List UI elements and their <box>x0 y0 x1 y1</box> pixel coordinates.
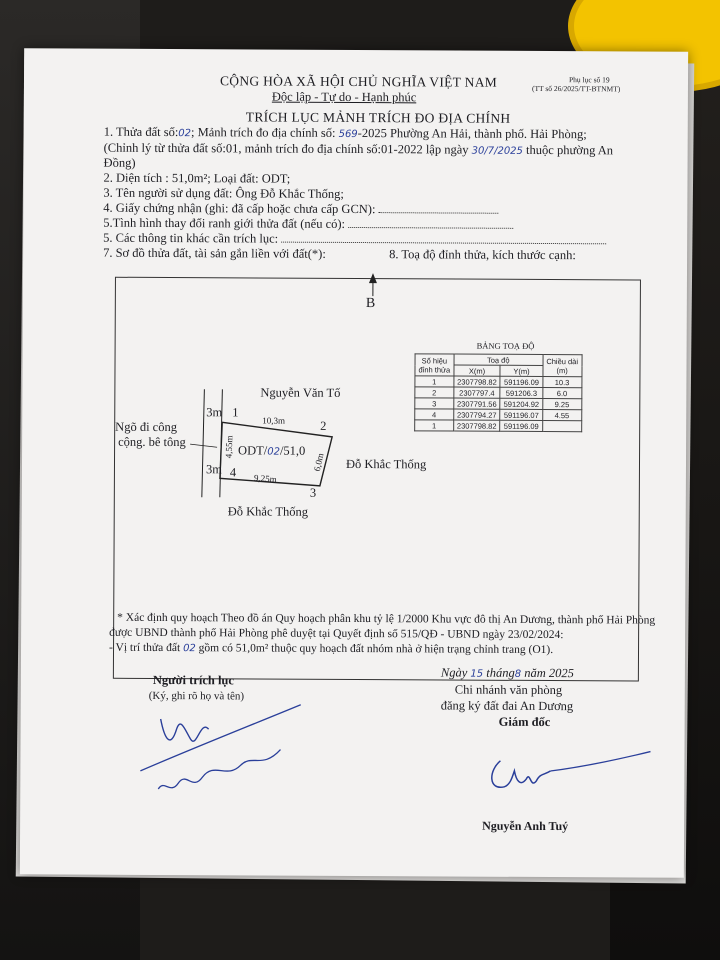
right-signature <box>480 741 660 802</box>
line-6: 5. Các thông tin khác cần trích lục: <box>103 231 606 249</box>
line-5: 5.Tình hình thay đổi ranh giới thửa đất (nếu có): <box>103 216 513 233</box>
document-title: TRÍCH LỤC MẢNH TRÍCH ĐO ĐỊA CHÍNH <box>245 109 511 126</box>
edge-top-length: 10,3m <box>262 415 286 426</box>
coord-header-point: Số hiệu đỉnh thửa <box>415 354 454 376</box>
north-label: B <box>365 296 376 312</box>
country-heading: CỘNG HÒA XÃ HỘI CHỦ NGHĨA VIỆT NAM <box>219 73 498 90</box>
coord-header-x: X(m) <box>454 365 501 376</box>
line-1c: Đồng) <box>103 155 136 170</box>
alley-line-left <box>202 389 205 497</box>
coord-header-y: Y(m) <box>500 365 543 376</box>
alley-label-2: cộng. bê tông <box>118 434 186 450</box>
vertex-3: 3 <box>309 485 317 500</box>
date-made-handwritten: 30/7/2025 <box>471 145 523 157</box>
parcel-label: ODT/02/51,0 <box>238 443 306 458</box>
table-row: 1 2307798.82 591196.09 10.3 <box>415 376 582 388</box>
line-1: 1. Thửa đất số:02; Mảnh trích đo địa chính số: 569-2025 Phường An Hải, thành phố. Hải Phòng; <box>103 124 587 142</box>
signer-name: Nguyễn Anh Tuý <box>482 818 569 834</box>
motto: Độc lập - Tự do - Hạnh phúc <box>271 89 417 105</box>
table-row: 1 2307798.82 591196.09 <box>415 420 582 432</box>
note-1: * Xác định quy hoạch Theo đồ án Quy hoạch phân khu tỷ lệ 1/2000 Khu vực đô thị An Dương, thành phố Hải Phòng <box>117 611 656 627</box>
office-line-1: Chi nhánh văn phòng <box>454 682 563 698</box>
width-top: 3m <box>206 405 223 420</box>
table-row: 3 2307791.56 591204.92 9.25 <box>415 398 582 410</box>
left-signature-handwriting <box>130 699 321 810</box>
neighbor-right: Đỗ Khắc Thống <box>345 456 427 472</box>
left-signer-sub: (Ký, ghi rõ họ và tên) <box>148 689 245 703</box>
alley-label-1: Ngõ đi công <box>115 419 178 435</box>
sheet-no-handwritten: 569 <box>338 128 358 141</box>
north-arrow-head <box>369 273 377 283</box>
parcel-diagram <box>21 48 688 691</box>
appendix-ref: (TT số 26/2025/TT-BTNMT) <box>531 83 621 94</box>
edge-bottom-length: 9,25m <box>253 472 278 485</box>
coord-header-length: Chiều dài (m) <box>543 354 582 376</box>
note-2: được UBND thành phố Hải Phòng phê duyệt tại Quyết định số 515/QĐ - UBND ngày 23/02/2024: <box>109 626 564 642</box>
road-name: Nguyễn Văn Tố <box>260 385 341 400</box>
document-page <box>20 48 688 877</box>
vertex-1: 1 <box>232 405 239 420</box>
vertex-2: 2 <box>320 418 327 433</box>
coord-header-coord: Toạ độ <box>454 354 543 365</box>
vertex-4: 4 <box>229 465 237 480</box>
neighbor-bottom: Đỗ Khắc Thống <box>227 504 309 519</box>
note-3: - Vị trí thửa đất 02 gồm có 51,0m² thuộc quy hoạch đất nhóm nhà ở hiện trạng chỉnh trang (O1). <box>108 641 554 657</box>
edge-right-length: 6,0m <box>311 452 326 473</box>
appendix-label: Phụ lục số 19 <box>568 75 610 85</box>
alley-pointer <box>190 444 217 447</box>
line-7: 7. Sơ đồ thửa đất, tài sản gắn liền với đất(*): <box>103 245 326 261</box>
line-8: 8. Toạ độ đỉnh thửa, kích thước cạnh: <box>389 247 576 263</box>
sign-date: Ngày 15 tháng8 năm 2025 <box>440 665 574 681</box>
coord-table <box>414 353 582 432</box>
line-2: 2. Diện tích : 51,0m²; Loại đất: ODT; <box>103 170 291 186</box>
signer-role: Giám đốc <box>498 714 551 730</box>
line-1b: (Chỉnh lý từ thửa đất số:01, mảnh trích đo địa chính số:01-2022 lập ngày 30/7/2025 thuộc phường An <box>103 140 614 158</box>
table-row: 2 2307797.4 591206.3 6.0 <box>415 387 582 399</box>
width-bottom: 3m <box>205 462 222 477</box>
left-signer-title: Người trích lục <box>152 672 234 688</box>
line-4: 4. Giấy chứng nhận (ghi: đã cấp hoặc chưa cấp GCN): <box>103 201 498 218</box>
edge-left-length: 4,55m <box>223 435 235 459</box>
parcel-no-handwritten: 02 <box>178 128 192 140</box>
coord-table-title: BẢNG TOẠ ĐỘ <box>476 340 535 351</box>
table-row: 4 2307794.27 591196.07 4.55 <box>415 409 582 421</box>
office-line-2: đăng ký đất đai An Dương <box>440 698 574 714</box>
line-3: 3. Tên người sử dụng đất: Ông Đỗ Khắc Thống; <box>103 185 344 201</box>
